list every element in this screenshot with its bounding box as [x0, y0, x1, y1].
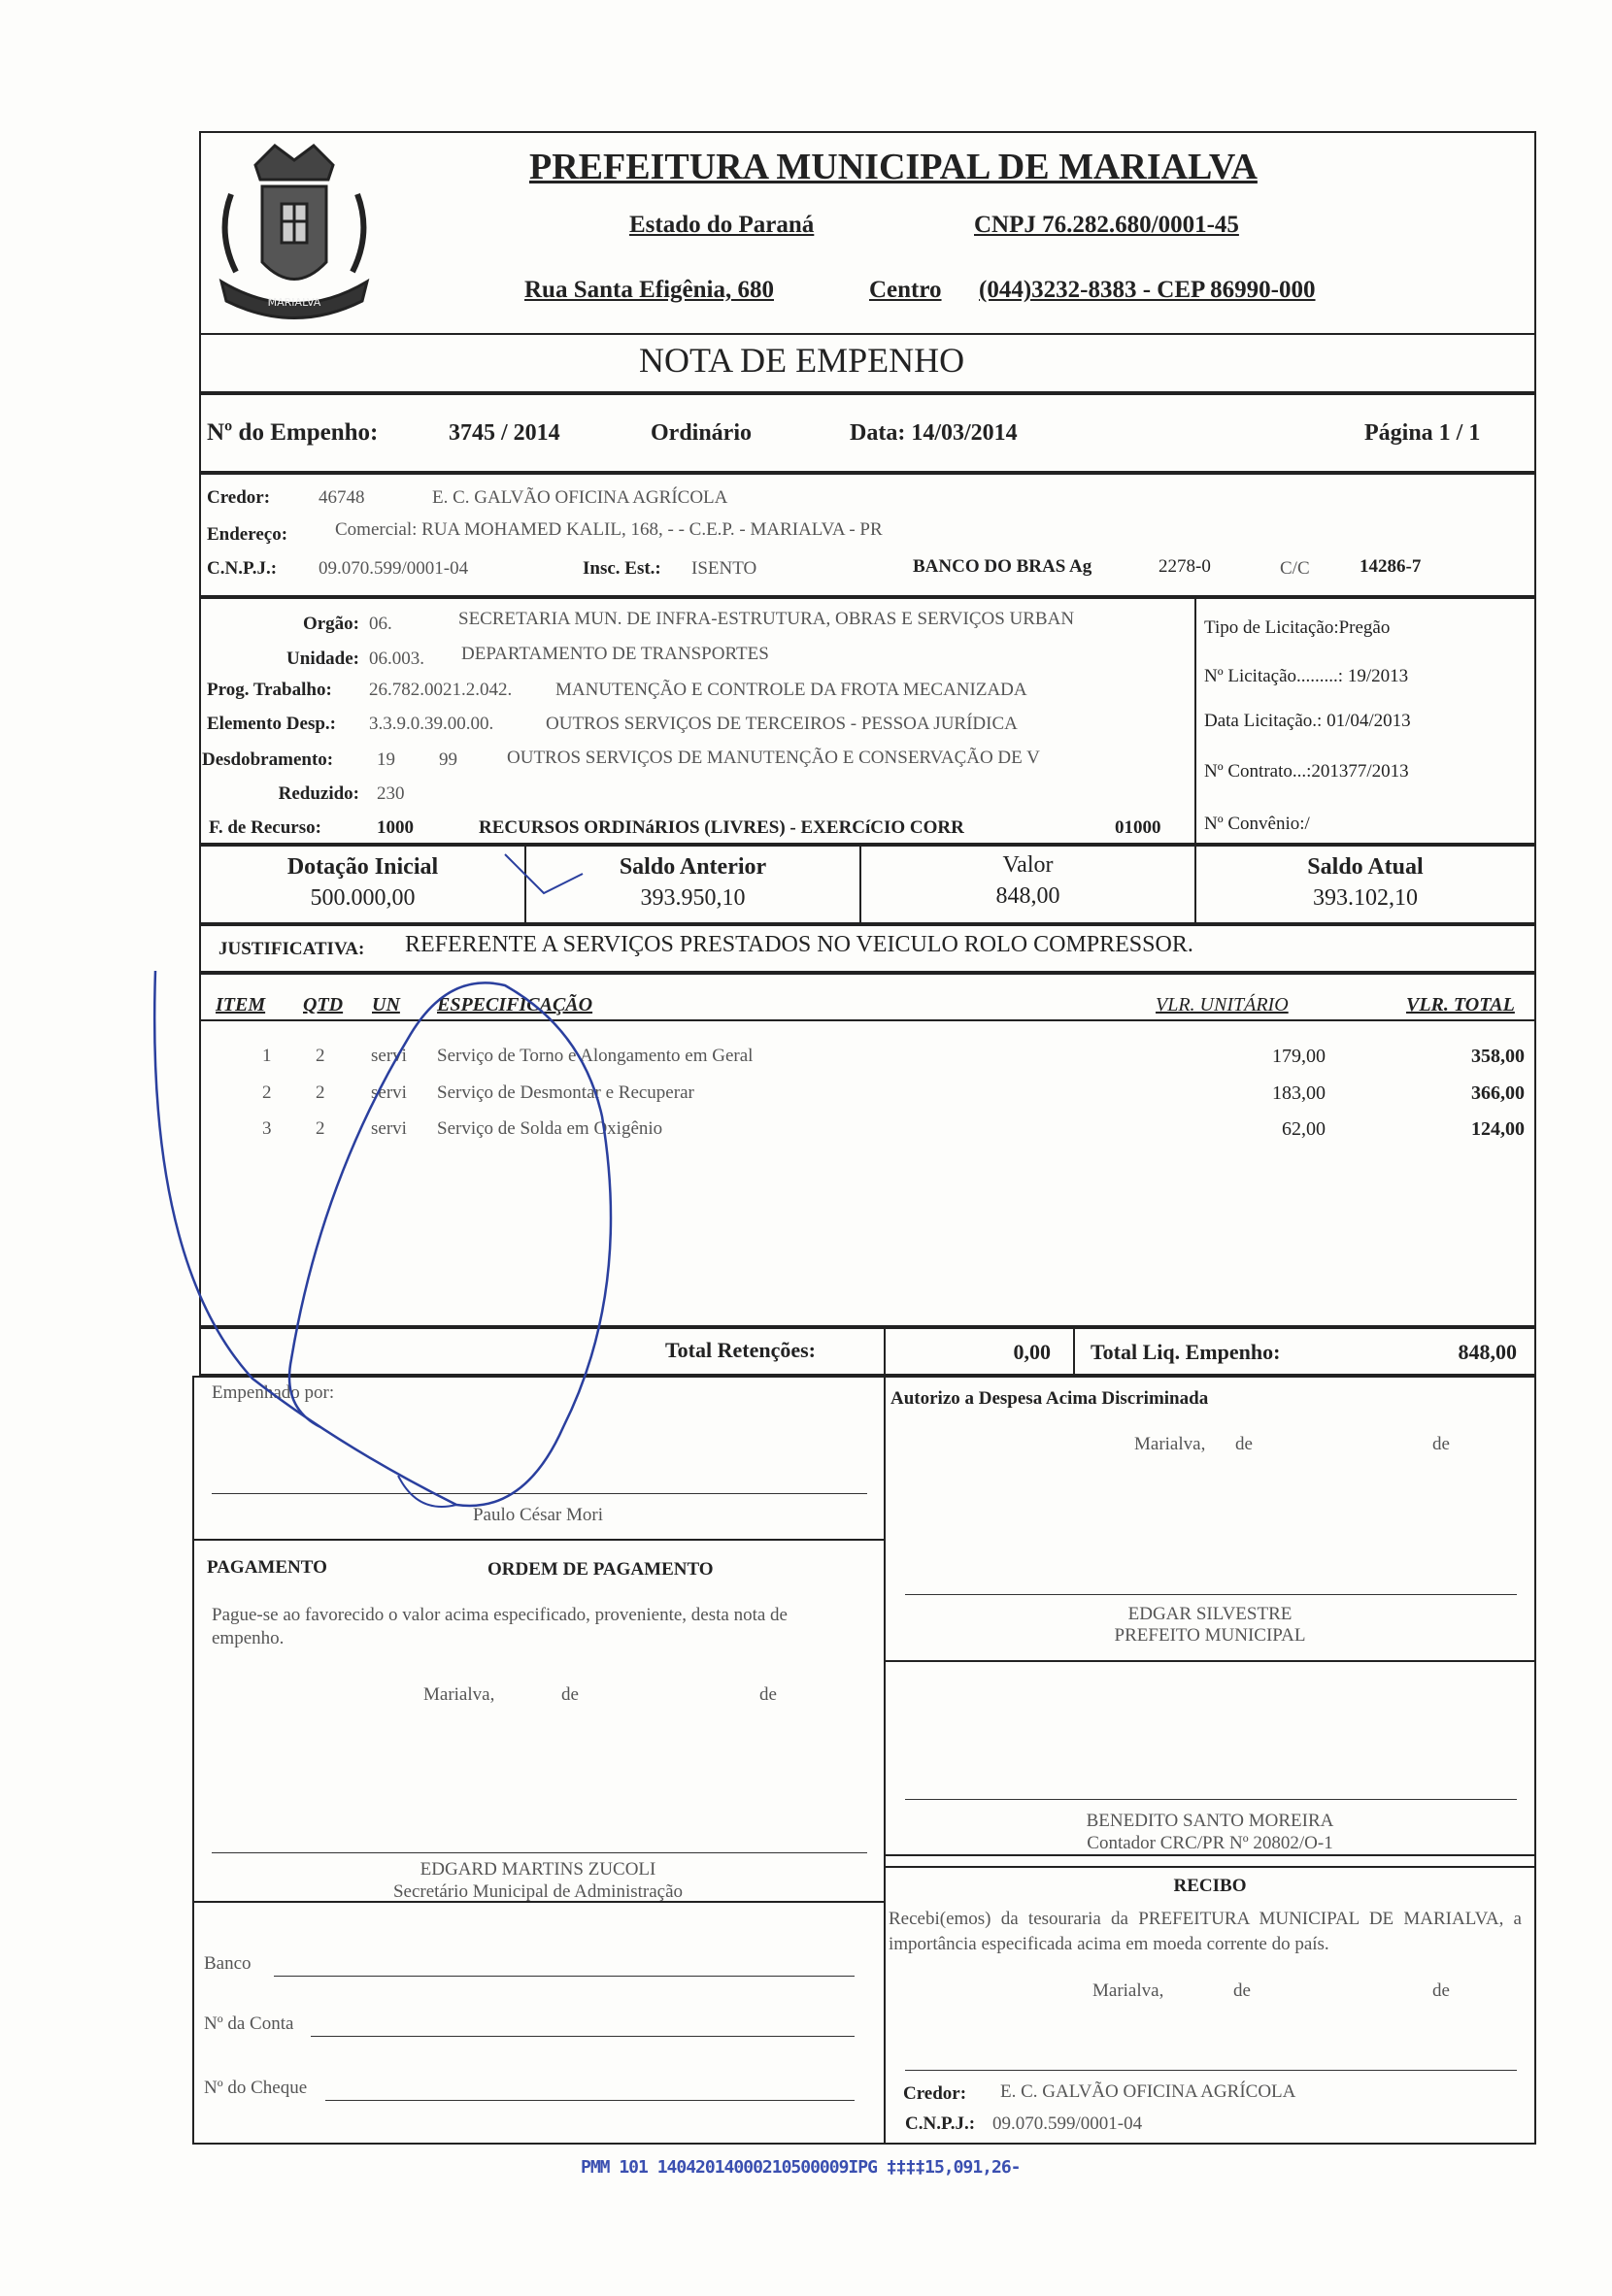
- valor-label: Valor: [1002, 852, 1054, 878]
- saldo-atual-value: 393.102,10: [1313, 885, 1418, 911]
- credor-code: 46748: [319, 487, 365, 508]
- justificativa-label: JUSTIFICATIVA:: [218, 939, 365, 959]
- item-unit-value: 179,00: [1272, 1046, 1326, 1067]
- saldo-anterior-value: 393.950,10: [640, 885, 746, 911]
- coat-of-arms-logo: [202, 136, 386, 330]
- city-hall-title: PREFEITURA MUNICIPAL DE MARIALVA: [529, 147, 1258, 187]
- col-vlr-total: VLR. TOTAL: [1406, 994, 1515, 1015]
- elem-name: OUTROS SERVIÇOS DE TERCEIROS - PESSOA JURÍDICA: [546, 714, 1018, 734]
- item-unit-value: 62,00: [1282, 1118, 1326, 1140]
- autorizo-place: Marialva,: [1134, 1434, 1206, 1454]
- fonte-label: F. de Recurso:: [209, 817, 321, 838]
- banco-label: Banco: [204, 1953, 252, 1974]
- num-convenio: Nº Convênio:/: [1204, 814, 1310, 834]
- recibo-label: RECIBO: [1173, 1876, 1247, 1896]
- conta-line: [311, 2036, 855, 2037]
- item-qtd: 2: [316, 1046, 325, 1066]
- desd-name: OUTROS SERVIÇOS DE MANUTENÇÃO E CONSERVAÇÃO DE V: [507, 748, 1040, 768]
- totals-box: [199, 1327, 1536, 1376]
- contador-role: Contador CRC/PR Nº 20802/O-1: [1087, 1833, 1333, 1853]
- page-number: Página 1 / 1: [1364, 420, 1481, 446]
- item-un: servi: [371, 1118, 407, 1139]
- col-vlr-unitario: VLR. UNITÁRIO: [1156, 994, 1289, 1015]
- total-liquido-label: Total Liq. Empenho:: [1091, 1340, 1281, 1364]
- recibo-cnpj-label: C.N.P.J.:: [905, 2113, 976, 2134]
- item-desc: Serviço de Torno e Alongamento em Geral: [437, 1046, 754, 1066]
- secretario-name: EDGARD MARTINS ZUCOLI: [420, 1859, 656, 1880]
- col-item: ITEM: [216, 994, 266, 1015]
- signatures-divider: [884, 1376, 886, 2145]
- pagamento-place: Marialva,: [423, 1684, 495, 1705]
- cc-value: 14286-7: [1360, 556, 1422, 577]
- recibo-cnpj: 09.070.599/0001-04: [992, 2113, 1143, 2134]
- total-liquido-value: 848,00: [1458, 1340, 1517, 1364]
- fonte-num: 01000: [1115, 817, 1161, 838]
- recibo-place: Marialva,: [1092, 1980, 1164, 2001]
- item-number: 2: [262, 1082, 272, 1103]
- credor-label: Credor:: [207, 487, 271, 508]
- num-contrato: Nº Contrato...:201377/2013: [1204, 761, 1409, 782]
- cheque-line: [325, 2100, 855, 2101]
- recibo-de1: de: [1233, 1980, 1251, 2001]
- empenhado-name: Paulo César Mori: [472, 1505, 604, 1525]
- agency-value: 2278-0: [1159, 556, 1211, 577]
- recibo-top-line: [884, 1866, 1536, 1868]
- recibo-credor-name: E. C. GALVÃO OFICINA AGRÍCOLA: [1000, 2081, 1296, 2102]
- empenhado-signature-line: [212, 1493, 867, 1494]
- justificativa-text: REFERENTE A SERVIÇOS PRESTADOS NO VEICULO ROLO COMPRESSOR.: [405, 932, 1193, 957]
- dotacao-value: 500.000,00: [310, 885, 416, 911]
- ordem-pagamento-label: ORDEM DE PAGAMENTO: [487, 1559, 714, 1580]
- dotacao-label: Dotação Inicial: [286, 854, 439, 880]
- saldo-atual-label: Saldo Atual: [1307, 854, 1424, 880]
- valor-value: 848,00: [995, 883, 1060, 909]
- cheque-label: Nº do Cheque: [204, 2078, 308, 2098]
- orgao-label: Orgão:: [302, 614, 359, 634]
- num-licitacao: Nº Licitação.........: 19/2013: [1204, 666, 1409, 686]
- item-desc: Serviço de Solda em Oxigênio: [437, 1118, 663, 1139]
- elem-code: 3.3.9.0.39.00.00.: [369, 714, 494, 734]
- item-qtd: 2: [316, 1082, 325, 1103]
- total-retencoes-value: 0,00: [1013, 1340, 1051, 1364]
- col-un: UN: [372, 994, 400, 1015]
- doc-title: NOTA DE EMPENHO: [639, 341, 965, 380]
- tipo-licitacao: Tipo de Licitação:Pregão: [1204, 617, 1391, 638]
- prefeito-role: PREFEITO MUNICIPAL: [1114, 1625, 1306, 1646]
- empenho-type: Ordinário: [651, 420, 753, 446]
- recibo-signature-line: [905, 2070, 1517, 2071]
- address-label: Endereço:: [207, 524, 288, 545]
- credor-cnpj: 09.070.599/0001-04: [319, 558, 469, 579]
- recibo-de2: de: [1432, 1980, 1450, 2001]
- empenho-date: Data: 14/03/2014: [850, 420, 1018, 446]
- desd-label: Desdobramento:: [202, 749, 334, 770]
- saldo-anterior-label: Saldo Anterior: [619, 854, 767, 880]
- prefeito-signature-line: [905, 1594, 1517, 1595]
- credor-name: E. C. GALVÃO OFICINA AGRÍCOLA: [432, 487, 728, 508]
- autorizo-label: Autorizo a Despesa Acima Discriminada: [890, 1388, 1209, 1409]
- phone-cep-label: (044)3232-8383 - CEP 86990-000: [979, 277, 1316, 303]
- item-un: servi: [371, 1082, 407, 1103]
- item-qtd: 2: [316, 1118, 325, 1139]
- contador-signature-line: [905, 1799, 1517, 1800]
- prefeito-name: EDGAR SILVESTRE: [1127, 1604, 1293, 1624]
- svg-text:MARIALVA: MARIALVA: [267, 296, 321, 309]
- cc-label: C/C: [1280, 558, 1310, 579]
- totals-divider-1: [884, 1327, 886, 1376]
- unidade-code: 06.003.: [369, 649, 424, 669]
- data-licitacao: Data Licitação.: 01/04/2013: [1204, 711, 1411, 731]
- processing-stamp: PMM 101 14042014000210500009IPG ‡‡‡‡15,091,26-: [581, 2157, 1021, 2178]
- pagamento-text: Pague-se ao favorecido o valor acima especificado, proveniente, desta nota de empenho.: [212, 1605, 788, 1648]
- desd-code: 19: [377, 749, 395, 770]
- fonte-code: 1000: [377, 817, 414, 838]
- pagamento-de1: de: [561, 1684, 579, 1705]
- district-label: Centro: [869, 277, 942, 303]
- prog-label: Prog. Trabalho:: [207, 680, 332, 700]
- item-number: 3: [262, 1118, 272, 1139]
- empenhado-bottom-line: [192, 1539, 884, 1541]
- insc-value: ISENTO: [691, 558, 757, 579]
- totals-divider-2: [1073, 1327, 1075, 1376]
- prog-name: MANUTENÇÃO E CONTROLE DA FROTA MECANIZADA: [555, 680, 1027, 700]
- empenho-number-label: Nº do Empenho:: [207, 419, 379, 446]
- item-total-value: 358,00: [1471, 1046, 1525, 1067]
- item-unit-value: 183,00: [1272, 1082, 1326, 1104]
- contador-name: BENEDITO SANTO MOREIRA: [1086, 1811, 1334, 1831]
- insc-label: Insc. Est.:: [583, 558, 661, 579]
- col-qtd: QTD: [303, 994, 344, 1015]
- total-retencoes-label: Total Retenções:: [665, 1338, 816, 1362]
- item-total-value: 124,00: [1471, 1118, 1525, 1140]
- item-total-value: 366,00: [1471, 1082, 1525, 1104]
- bank-label: BANCO DO BRAS Ag: [913, 556, 1092, 577]
- orgao-code: 06.: [369, 614, 392, 634]
- secretario-signature-line: [212, 1852, 867, 1853]
- signatures-box: [192, 1376, 1536, 2145]
- pagamento-label: PAGAMENTO: [207, 1557, 327, 1578]
- prog-code: 26.782.0021.2.042.: [369, 680, 513, 700]
- recibo-text: Recebi(emos) da tesouraria da PREFEITURA MUNICIPAL DE MARIALVA, a importância especificada acima em moeda corrente do país.: [889, 1909, 1522, 1954]
- secretario-role: Secretário Municipal de Administração: [392, 1881, 684, 1902]
- item-desc: Serviço de Desmontar e Recuperar: [437, 1082, 694, 1103]
- items-header-line: [199, 1019, 1536, 1021]
- autorizo-de2: de: [1432, 1434, 1450, 1454]
- pagamento-de2: de: [759, 1684, 777, 1705]
- col-especificacao: ESPECIFICAÇÃO: [437, 994, 593, 1015]
- cnpj-field-label: C.N.P.J.:: [207, 558, 278, 579]
- orgao-name: SECRETARIA MUN. DE INFRA-ESTRUTURA, OBRAS E SERVIÇOS URBAN: [458, 609, 1075, 629]
- desd-sub: 99: [439, 749, 457, 770]
- fonte-name: RECURSOS ORDINáRIOS (LIVRES) - EXERCíCIO CORR: [479, 817, 964, 838]
- reduzido-code: 230: [377, 783, 405, 804]
- prefeito-bottom-line: [884, 1854, 1536, 1856]
- autorizo-de1: de: [1235, 1434, 1253, 1454]
- dotacao-divider: [1194, 597, 1196, 845]
- recibo-credor-label: Credor:: [903, 2083, 967, 2104]
- banco-line: [274, 1976, 855, 1977]
- item-un: servi: [371, 1046, 407, 1066]
- empenhado-label: Empenhado por:: [212, 1382, 335, 1403]
- conta-label: Nº da Conta: [204, 2013, 294, 2034]
- autorizo-bottom-line: [884, 1660, 1536, 1662]
- unidade-label: Unidade:: [286, 649, 359, 669]
- items-box: [199, 973, 1536, 1327]
- unidade-name: DEPARTAMENTO DE TRANSPORTES: [461, 644, 769, 664]
- street-label: Rua Santa Efigênia, 680: [524, 277, 774, 303]
- elem-label: Elemento Desp.:: [207, 714, 336, 734]
- reduzido-label: Reduzido:: [278, 783, 359, 804]
- empenho-number: 3745 / 2014: [449, 420, 560, 446]
- address: Comercial: RUA MOHAMED KALIL, 168, - - C.E.P. - MARIALVA - PR: [335, 519, 883, 540]
- state-label: Estado do Paraná: [629, 212, 815, 238]
- cnpj-label: CNPJ 76.282.680/0001-45: [974, 212, 1239, 238]
- item-number: 1: [262, 1046, 272, 1066]
